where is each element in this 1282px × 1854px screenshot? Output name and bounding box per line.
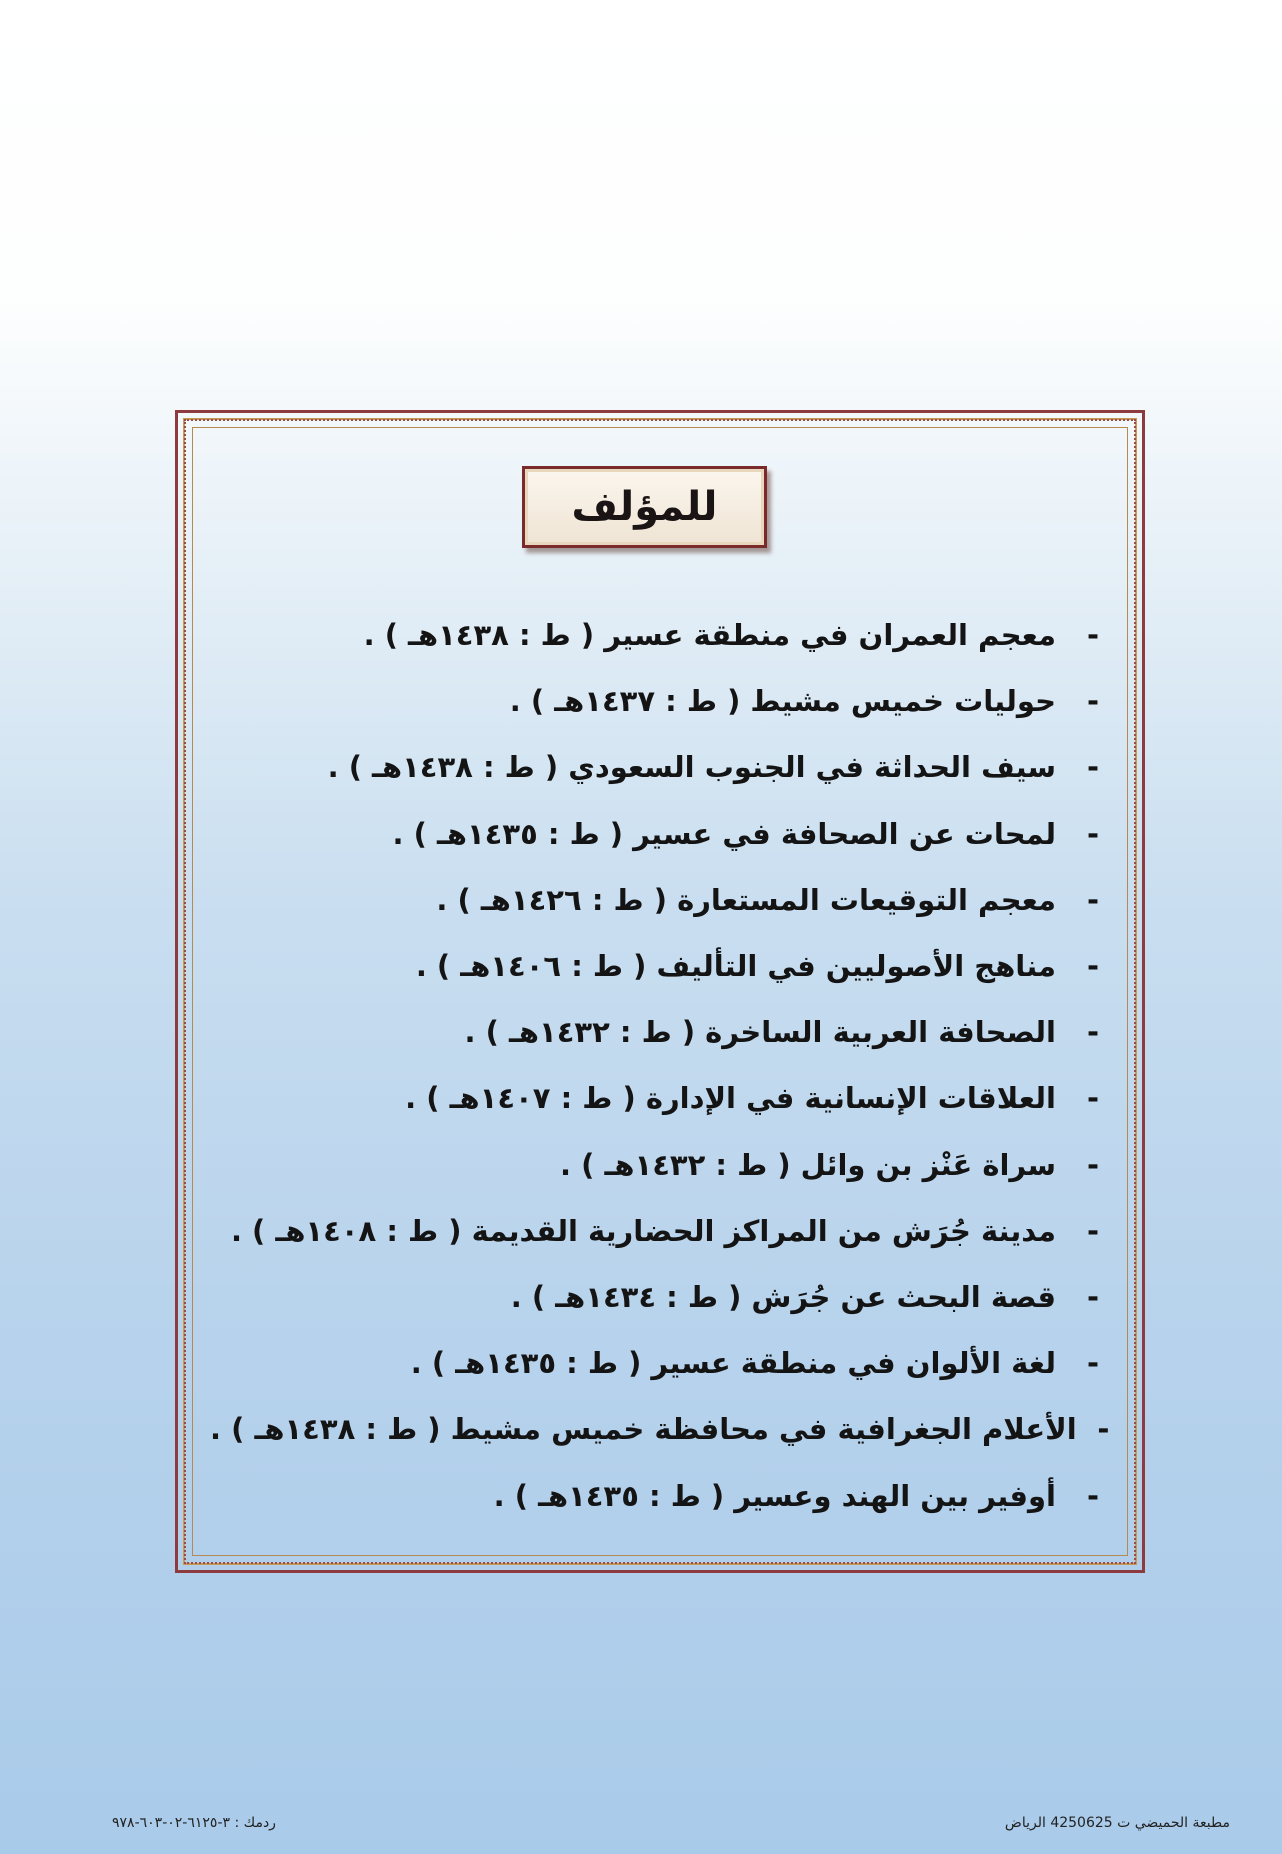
printer-text: مطبعة الحميضي ت 4250625 الرياض [1004,1815,1230,1831]
bullet-dash: - [1086,750,1100,785]
bullet-dash: - [1086,882,1100,917]
page-title: للمؤلف [571,484,718,530]
book-title: مدينة جُرَش من المراكز الحضارية القديمة ( ط : ١٤٠٨هـ ) . [230,1213,1056,1248]
list-item [210,933,1110,999]
list-item [210,602,1110,668]
bullet-dash: - [1097,1412,1110,1447]
bullet-dash: - [1086,1346,1100,1381]
list-item [210,1264,1110,1330]
bullet-dash: - [1086,1478,1100,1513]
book-title: مناهج الأصوليين في التأليف ( ط : ١٤٠٦هـ ) . [415,949,1056,984]
heading-box [522,466,767,548]
book-title: سيف الحداثة في الجنوب السعودي ( ط : ١٤٣٨هـ ) . [327,750,1056,785]
book-title: سراة عَنْز بن وائل ( ط : ١٤٣٢هـ ) . [560,1147,1056,1182]
list-item [210,867,1110,933]
book-title: العلاقات الإنسانية في الإدارة ( ط : ١٤٠٧هـ ) . [405,1081,1056,1116]
book-title: لمحات عن الصحافة في عسير ( ط : ١٤٣٥هـ ) . [392,816,1056,851]
list-item [210,1330,1110,1396]
books-list [210,602,1110,1529]
book-title: لغة الألوان في منطقة عسير ( ط : ١٤٣٥هـ ) . [410,1346,1056,1381]
list-item [210,1065,1110,1131]
book-title: قصة البحث عن جُرَش ( ط : ١٤٣٤هـ ) . [510,1279,1056,1314]
list-item [210,801,1110,867]
book-title: معجم التوقيعات المستعارة ( ط : ١٤٢٦هـ ) . [436,882,1056,917]
isbn-text: ردمك : ٣-٦١٢٥-٠٢-٦٠٣-٩٧٨ [112,1815,276,1831]
bullet-dash: - [1086,1147,1100,1182]
list-item [210,1132,1110,1198]
bullet-dash: - [1086,1279,1100,1314]
book-title: أوفير بين الهند وعسير ( ط : ١٤٣٥هـ ) . [493,1478,1056,1513]
bullet-dash: - [1086,1213,1100,1248]
bullet-dash: - [1086,1081,1100,1116]
bullet-dash: - [1086,1015,1100,1050]
bullet-dash: - [1086,684,1100,719]
bullet-dash: - [1086,949,1100,984]
list-item [210,1198,1110,1264]
book-title: الصحافة العربية الساخرة ( ط : ١٤٣٢هـ ) . [464,1015,1056,1050]
book-title: الأعلام الجغرافية في محافظة خميس مشيط ( ط : ١٤٣٨هـ ) . [210,1412,1077,1447]
bullet-dash: - [1086,618,1100,653]
list-item [210,668,1110,734]
list-item [210,1462,1110,1528]
book-title: حوليات خميس مشيط ( ط : ١٤٣٧هـ ) . [509,684,1056,719]
book-title: معجم العمران في منطقة عسير ( ط : ١٤٣٨هـ ) . [363,618,1056,653]
list-item [210,734,1110,800]
list-item [210,1396,1110,1462]
bullet-dash: - [1086,816,1100,851]
list-item [210,999,1110,1065]
